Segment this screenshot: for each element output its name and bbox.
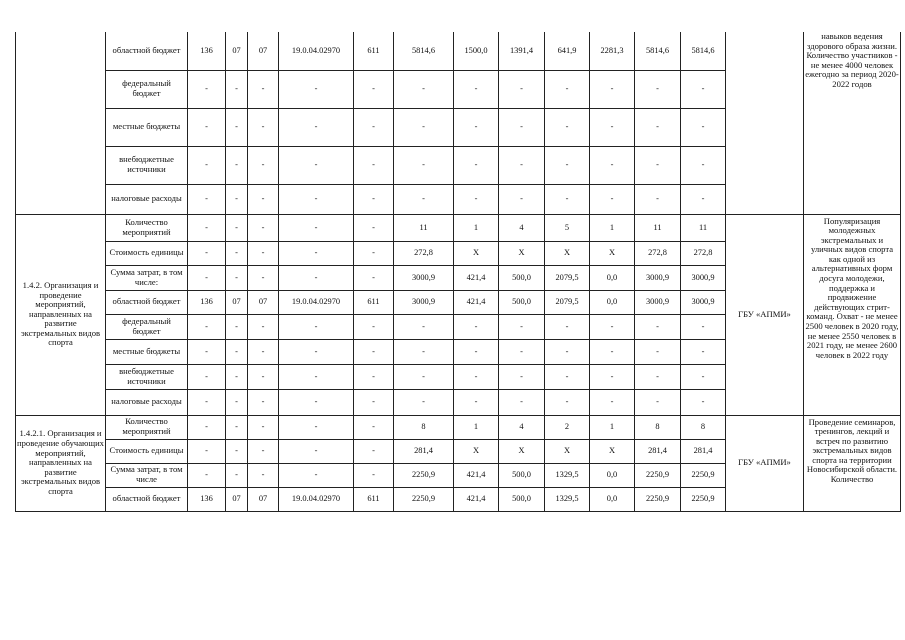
value-cell-v2: 1500,0 [454, 32, 499, 70]
value-cell-v5: 0,0 [590, 290, 635, 314]
value-cell-c5: - [354, 389, 394, 415]
value-cell-v5: X [590, 439, 635, 463]
value-cell-c1: - [188, 146, 226, 184]
value-cell-c1: - [188, 463, 226, 487]
value-cell-c5: - [354, 108, 394, 146]
value-cell-c2: 07 [226, 487, 248, 511]
value-cell-v5: 1 [590, 214, 635, 241]
value-cell-v7: 8 [681, 415, 726, 439]
value-cell-c4: - [279, 214, 354, 241]
value-cell-v3: X [499, 439, 545, 463]
value-cell-v2: 421,4 [454, 463, 499, 487]
value-cell-v6: - [635, 389, 681, 415]
value-cell-v7: 5814,6 [681, 32, 726, 70]
value-cell-v3: - [499, 339, 545, 364]
funding-source-cell: местные бюджеты [106, 108, 188, 146]
value-cell-v2: X [454, 439, 499, 463]
value-cell-v1: - [394, 184, 454, 214]
funding-source-cell: налоговые расходы [106, 184, 188, 214]
value-cell-c3: - [248, 339, 279, 364]
value-cell-v4: X [545, 439, 590, 463]
value-cell-v2: 421,4 [454, 290, 499, 314]
value-cell-v6: - [635, 108, 681, 146]
value-cell-c2: - [226, 146, 248, 184]
funding-source-cell: налоговые расходы [106, 389, 188, 415]
value-cell-c4: - [279, 439, 354, 463]
value-cell-v7: - [681, 339, 726, 364]
value-cell-c1: - [188, 415, 226, 439]
value-cell-c1: - [188, 214, 226, 241]
value-cell-v7: - [681, 146, 726, 184]
value-cell-v7: 11 [681, 214, 726, 241]
funding-source-cell: внебюджетные источники [106, 364, 188, 389]
value-cell-v4: 1329,5 [545, 463, 590, 487]
value-cell-v1: 8 [394, 415, 454, 439]
expected-result-cell: Проведение семинаров, тренингов, лекций и встреч по развитию экстремальных видов спорта на территории Новосибирской области. Количество [804, 415, 901, 511]
value-cell-c5: - [354, 314, 394, 339]
value-cell-c4: - [279, 70, 354, 108]
value-cell-v4: - [545, 146, 590, 184]
value-cell-v2: - [454, 339, 499, 364]
value-cell-c3: 07 [248, 290, 279, 314]
funding-source-cell: областной бюджет [106, 487, 188, 511]
value-cell-v3: 4 [499, 214, 545, 241]
value-cell-c3: - [248, 439, 279, 463]
value-cell-v3: - [499, 108, 545, 146]
funding-source-cell: местные бюджеты [106, 339, 188, 364]
value-cell-v7: - [681, 70, 726, 108]
value-cell-c5: - [354, 339, 394, 364]
value-cell-v3: 500,0 [499, 463, 545, 487]
value-cell-c2: 07 [226, 290, 248, 314]
value-cell-c1: - [188, 364, 226, 389]
value-cell-v3: - [499, 70, 545, 108]
value-cell-v1: 272,8 [394, 241, 454, 265]
value-cell-c1: 136 [188, 290, 226, 314]
value-cell-v2: 1 [454, 214, 499, 241]
value-cell-v4: 5 [545, 214, 590, 241]
value-cell-v3: - [499, 184, 545, 214]
value-cell-v1: - [394, 339, 454, 364]
table-row [16, 32, 901, 70]
value-cell-v6: 3000,9 [635, 290, 681, 314]
value-cell-c1: - [188, 339, 226, 364]
value-cell-v1: 281,4 [394, 439, 454, 463]
value-cell-v6: 8 [635, 415, 681, 439]
expected-result-cell: навыков ведения здорового образа жизни. Количество участников - не менее 4000 человек ежегодно за период 2020-2022 годов [804, 32, 901, 214]
value-cell-c5: - [354, 241, 394, 265]
value-cell-v1: 5814,6 [394, 32, 454, 70]
value-cell-v7: 3000,9 [681, 290, 726, 314]
value-cell-v5: - [590, 389, 635, 415]
funding-source-cell: Стоимость единицы [106, 439, 188, 463]
value-cell-v3: 4 [499, 415, 545, 439]
funding-source-cell: Стоимость единицы [106, 241, 188, 265]
value-cell-v2: X [454, 241, 499, 265]
value-cell-v5: - [590, 184, 635, 214]
value-cell-c2: - [226, 339, 248, 364]
value-cell-v2: 421,4 [454, 487, 499, 511]
value-cell-c4: - [279, 146, 354, 184]
value-cell-c1: - [188, 241, 226, 265]
value-cell-c5: - [354, 265, 394, 290]
table-row [16, 415, 901, 439]
value-cell-v5: - [590, 364, 635, 389]
executor-cell: ГБУ «АПМИ» [726, 214, 804, 415]
value-cell-v1: - [394, 314, 454, 339]
value-cell-v6: - [635, 339, 681, 364]
table-body [16, 32, 901, 511]
value-cell-c3: 07 [248, 32, 279, 70]
value-cell-c5: - [354, 146, 394, 184]
value-cell-c2: - [226, 214, 248, 241]
value-cell-c2: - [226, 184, 248, 214]
value-cell-c5: - [354, 415, 394, 439]
value-cell-c1: - [188, 439, 226, 463]
value-cell-v4: - [545, 339, 590, 364]
funding-source-cell: федеральный бюджет [106, 314, 188, 339]
value-cell-v6: 272,8 [635, 241, 681, 265]
funding-source-cell: федеральный бюджет [106, 70, 188, 108]
program-budget-table [15, 32, 901, 512]
funding-source-cell: Сумма затрат, в том числе [106, 463, 188, 487]
value-cell-v7: - [681, 108, 726, 146]
value-cell-v6: - [635, 146, 681, 184]
value-cell-v3: - [499, 364, 545, 389]
value-cell-v4: - [545, 184, 590, 214]
value-cell-c1: 136 [188, 32, 226, 70]
value-cell-v7: 2250,9 [681, 487, 726, 511]
funding-source-cell: областной бюджет [106, 290, 188, 314]
value-cell-v1: - [394, 146, 454, 184]
value-cell-v6: 2250,9 [635, 463, 681, 487]
value-cell-v6: 3000,9 [635, 265, 681, 290]
value-cell-c1: - [188, 184, 226, 214]
value-cell-v4: - [545, 364, 590, 389]
value-cell-v1: 3000,9 [394, 290, 454, 314]
value-cell-c3: - [248, 184, 279, 214]
value-cell-v1: 3000,9 [394, 265, 454, 290]
value-cell-v3: - [499, 314, 545, 339]
value-cell-v1: - [394, 70, 454, 108]
activity-name-cell: 1.4.2.1. Организация и проведение обучающих мероприятий, направленных на развитие экстремальных видов спорта [16, 415, 106, 511]
value-cell-c3: - [248, 463, 279, 487]
value-cell-c5: 611 [354, 487, 394, 511]
value-cell-v1: 11 [394, 214, 454, 241]
value-cell-v5: - [590, 146, 635, 184]
value-cell-v5: - [590, 339, 635, 364]
value-cell-v1: 2250,9 [394, 463, 454, 487]
value-cell-v1: - [394, 364, 454, 389]
value-cell-v3: 500,0 [499, 487, 545, 511]
value-cell-c2: - [226, 241, 248, 265]
value-cell-c1: - [188, 389, 226, 415]
value-cell-c3: - [248, 265, 279, 290]
value-cell-v4: 2 [545, 415, 590, 439]
value-cell-v3: - [499, 389, 545, 415]
value-cell-v7: - [681, 184, 726, 214]
value-cell-c2: - [226, 314, 248, 339]
value-cell-c3: - [248, 415, 279, 439]
value-cell-c1: - [188, 70, 226, 108]
executor-cell: ГБУ «АПМИ» [726, 415, 804, 511]
value-cell-c5: 611 [354, 290, 394, 314]
value-cell-c1: - [188, 265, 226, 290]
value-cell-c4: - [279, 184, 354, 214]
value-cell-c3: - [248, 389, 279, 415]
value-cell-v4: 2079,5 [545, 265, 590, 290]
value-cell-c4: - [279, 339, 354, 364]
value-cell-c2: - [226, 463, 248, 487]
table-row [16, 214, 901, 241]
value-cell-v7: - [681, 314, 726, 339]
value-cell-c5: - [354, 214, 394, 241]
funding-source-cell: областной бюджет [106, 32, 188, 70]
value-cell-v6: - [635, 364, 681, 389]
value-cell-v6: - [635, 314, 681, 339]
value-cell-v4: - [545, 108, 590, 146]
value-cell-c3: - [248, 214, 279, 241]
value-cell-c5: - [354, 70, 394, 108]
value-cell-c2: - [226, 265, 248, 290]
value-cell-v2: - [454, 389, 499, 415]
value-cell-v6: 281,4 [635, 439, 681, 463]
value-cell-v2: - [454, 108, 499, 146]
executor-cell [726, 32, 804, 214]
activity-name-cell: 1.4.2. Организация и проведение мероприятий, направленных на развитие экстремальных видов спорта [16, 214, 106, 415]
value-cell-c2: 07 [226, 32, 248, 70]
value-cell-c3: - [248, 314, 279, 339]
value-cell-c4: - [279, 108, 354, 146]
value-cell-c3: - [248, 108, 279, 146]
value-cell-v4: - [545, 389, 590, 415]
value-cell-v6: 5814,6 [635, 32, 681, 70]
funding-source-cell: Сумма затрат, в том числе: [106, 265, 188, 290]
value-cell-v4: 2079,5 [545, 290, 590, 314]
value-cell-c2: - [226, 415, 248, 439]
value-cell-v6: 2250,9 [635, 487, 681, 511]
value-cell-v3: 1391,4 [499, 32, 545, 70]
value-cell-v7: 2250,9 [681, 463, 726, 487]
value-cell-v7: 272,8 [681, 241, 726, 265]
value-cell-v5: - [590, 70, 635, 108]
value-cell-v5: 2281,3 [590, 32, 635, 70]
value-cell-v2: - [454, 364, 499, 389]
value-cell-v7: - [681, 364, 726, 389]
value-cell-v2: 1 [454, 415, 499, 439]
value-cell-v2: - [454, 146, 499, 184]
value-cell-v6: - [635, 184, 681, 214]
value-cell-v1: - [394, 389, 454, 415]
value-cell-c1: 136 [188, 487, 226, 511]
value-cell-c2: - [226, 439, 248, 463]
value-cell-v7: 3000,9 [681, 265, 726, 290]
value-cell-v1: - [394, 108, 454, 146]
value-cell-c2: - [226, 389, 248, 415]
value-cell-c3: - [248, 146, 279, 184]
value-cell-v2: 421,4 [454, 265, 499, 290]
value-cell-c5: - [354, 439, 394, 463]
budget-table-sheet [15, 32, 901, 512]
value-cell-v4: - [545, 70, 590, 108]
value-cell-c4: - [279, 364, 354, 389]
value-cell-c4: - [279, 463, 354, 487]
value-cell-c5: - [354, 364, 394, 389]
value-cell-c4: - [279, 241, 354, 265]
value-cell-c3: 07 [248, 487, 279, 511]
value-cell-c1: - [188, 108, 226, 146]
value-cell-c2: - [226, 70, 248, 108]
value-cell-c3: - [248, 241, 279, 265]
value-cell-v5: X [590, 241, 635, 265]
value-cell-v2: - [454, 184, 499, 214]
value-cell-v2: - [454, 70, 499, 108]
value-cell-c5: - [354, 463, 394, 487]
value-cell-c5: - [354, 184, 394, 214]
value-cell-c4: 19.0.04.02970 [279, 290, 354, 314]
value-cell-v2: - [454, 314, 499, 339]
value-cell-v5: 0,0 [590, 463, 635, 487]
value-cell-v3: X [499, 241, 545, 265]
funding-source-cell: Количество мероприятий [106, 415, 188, 439]
value-cell-c5: 611 [354, 32, 394, 70]
funding-source-cell: внебюджетные источники [106, 146, 188, 184]
value-cell-v7: 281,4 [681, 439, 726, 463]
value-cell-v1: 2250,9 [394, 487, 454, 511]
value-cell-v3: 500,0 [499, 290, 545, 314]
value-cell-v6: - [635, 70, 681, 108]
value-cell-c4: - [279, 415, 354, 439]
value-cell-v7: - [681, 389, 726, 415]
value-cell-c4: - [279, 265, 354, 290]
value-cell-c4: - [279, 314, 354, 339]
value-cell-c4: - [279, 389, 354, 415]
value-cell-v5: 0,0 [590, 265, 635, 290]
value-cell-c3: - [248, 70, 279, 108]
value-cell-v4: 641,9 [545, 32, 590, 70]
value-cell-v6: 11 [635, 214, 681, 241]
value-cell-c4: 19.0.04.02970 [279, 32, 354, 70]
funding-source-cell: Количество мероприятий [106, 214, 188, 241]
value-cell-c3: - [248, 364, 279, 389]
value-cell-v4: 1329,5 [545, 487, 590, 511]
value-cell-v3: - [499, 146, 545, 184]
value-cell-v5: 0,0 [590, 487, 635, 511]
value-cell-v3: 500,0 [499, 265, 545, 290]
value-cell-c1: - [188, 314, 226, 339]
value-cell-v4: X [545, 241, 590, 265]
expected-result-cell: Популяризация молодежных экстремальных и уличных видов спорта как одной из альтернативных форм досуга молодежи, поддержка и продвижение действующих стрит-команд. Охват - не менее 2500 человек в 2020 году, не менее 2550 человек в 2021 году, не менее 2600 человек в 2022 году [804, 214, 901, 415]
value-cell-v4: - [545, 314, 590, 339]
value-cell-c4: 19.0.04.02970 [279, 487, 354, 511]
activity-name-cell [16, 32, 106, 214]
value-cell-c2: - [226, 108, 248, 146]
value-cell-v5: - [590, 108, 635, 146]
value-cell-v5: - [590, 314, 635, 339]
value-cell-c2: - [226, 364, 248, 389]
value-cell-v5: 1 [590, 415, 635, 439]
